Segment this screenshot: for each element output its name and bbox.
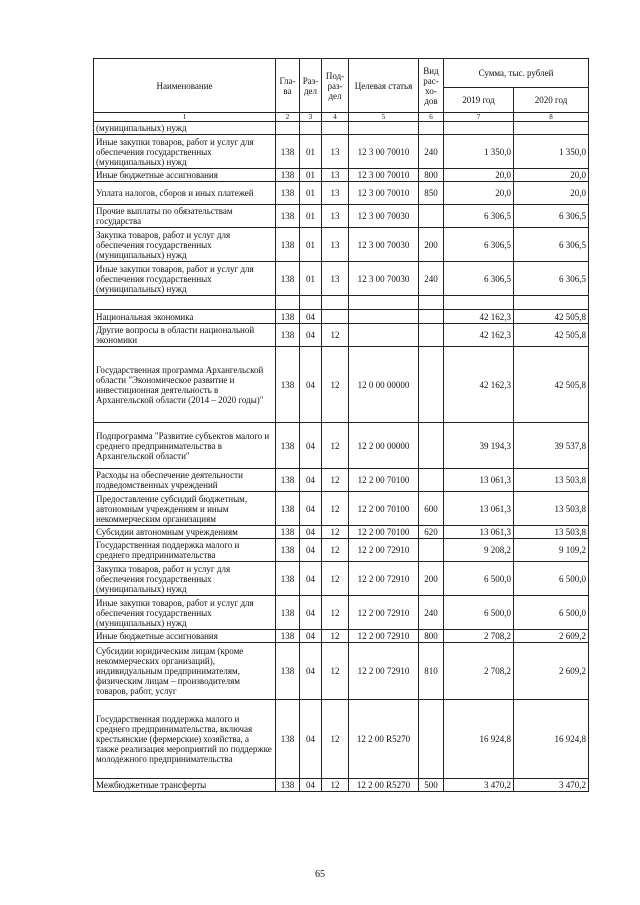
cell-podrazdel: 12 bbox=[322, 324, 349, 347]
table-row bbox=[94, 135, 589, 169]
cell-2019 bbox=[444, 122, 514, 135]
cell-podrazdel: 13 bbox=[322, 205, 349, 228]
cell-glava: 138 bbox=[276, 562, 300, 596]
cell-2020: 3 470,2 bbox=[514, 779, 589, 792]
table-row bbox=[94, 469, 589, 492]
cell-name: Государственная поддержка малого и среднего предпринимательства, включая крестьянские (фермерские) хозяйства, а также реализация мероприятий по поддержке молодежного предпринимательства bbox=[94, 700, 276, 779]
cell-2019: 42 162,3 bbox=[444, 310, 514, 324]
cell-razdel: 04 bbox=[300, 310, 322, 324]
cell-podrazdel: 12 bbox=[322, 643, 349, 700]
cell-target: 12 2 00 70100 bbox=[349, 492, 419, 526]
cell-name: Субсидии юридическим лицам (кроме некоммерческих организаций), индивидуальным предпринимателям, физическим лицам – производителям товаров, работ, услуг bbox=[94, 643, 276, 700]
cell-target: 12 3 00 70010 bbox=[349, 182, 419, 205]
cell-2020: 16 924,8 bbox=[514, 700, 589, 779]
table-row bbox=[94, 423, 589, 469]
cell-2020: 9 109,2 bbox=[514, 539, 589, 562]
cell-2019: 20,0 bbox=[444, 182, 514, 205]
cell-vid bbox=[419, 347, 444, 423]
cell-glava: 138 bbox=[276, 596, 300, 630]
cell-razdel: 04 bbox=[300, 700, 322, 779]
table-row bbox=[94, 596, 589, 630]
table-row bbox=[94, 779, 589, 792]
header-vid: Вид рас-хо-дов bbox=[419, 59, 444, 113]
table-row bbox=[94, 700, 589, 779]
cell-2019: 39 194,3 bbox=[444, 423, 514, 469]
cell-podrazdel: 12 bbox=[322, 347, 349, 423]
cell-razdel: 04 bbox=[300, 539, 322, 562]
cell-2020: 42 505,8 bbox=[514, 324, 589, 347]
cell-razdel: 01 bbox=[300, 135, 322, 169]
cell-glava: 138 bbox=[276, 779, 300, 792]
page-number: 65 bbox=[315, 869, 325, 880]
cell-target: 12 3 00 70030 bbox=[349, 228, 419, 262]
cell-podrazdel: 12 bbox=[322, 492, 349, 526]
cell-2020: 6 306,5 bbox=[514, 228, 589, 262]
colnum: 8 bbox=[514, 113, 589, 122]
table-row bbox=[94, 262, 589, 296]
cell-razdel bbox=[300, 296, 322, 310]
cell-target: 12 2 00 72910 bbox=[349, 562, 419, 596]
cell-vid bbox=[419, 324, 444, 347]
cell-name: Национальная экономика bbox=[94, 310, 276, 324]
table-row bbox=[94, 310, 589, 324]
cell-name: Государственная поддержка малого и среднего предпринимательства bbox=[94, 539, 276, 562]
cell-glava: 138 bbox=[276, 310, 300, 324]
cell-2019: 13 061,3 bbox=[444, 469, 514, 492]
cell-glava bbox=[276, 122, 300, 135]
cell-razdel: 01 bbox=[300, 182, 322, 205]
table-row bbox=[94, 562, 589, 596]
cell-2020: 6 306,5 bbox=[514, 262, 589, 296]
cell-2019: 6 500,0 bbox=[444, 562, 514, 596]
cell-glava bbox=[276, 296, 300, 310]
cell-razdel: 04 bbox=[300, 347, 322, 423]
cell-name bbox=[94, 296, 276, 310]
cell-razdel: 04 bbox=[300, 324, 322, 347]
cell-glava: 138 bbox=[276, 539, 300, 562]
cell-vid bbox=[419, 296, 444, 310]
cell-target: 12 2 00 72910 bbox=[349, 596, 419, 630]
cell-razdel: 04 bbox=[300, 526, 322, 539]
cell-2019: 20,0 bbox=[444, 169, 514, 182]
cell-2020: 6 306,5 bbox=[514, 205, 589, 228]
cell-podrazdel: 13 bbox=[322, 182, 349, 205]
cell-vid bbox=[419, 539, 444, 562]
cell-2019: 3 470,2 bbox=[444, 779, 514, 792]
table-row bbox=[94, 296, 589, 310]
cell-vid: 200 bbox=[419, 228, 444, 262]
cell-name: Государственная программа Архангельской области "Экономическое развитие и инвестиционная деятельность в Архангельской области (2014 – 2020 годы)" bbox=[94, 347, 276, 423]
cell-glava: 138 bbox=[276, 492, 300, 526]
cell-vid: 800 bbox=[419, 630, 444, 643]
colnum: 2 bbox=[276, 113, 300, 122]
colnum: 4 bbox=[322, 113, 349, 122]
cell-vid: 200 bbox=[419, 562, 444, 596]
cell-podrazdel: 12 bbox=[322, 700, 349, 779]
cell-2019: 6 500,0 bbox=[444, 596, 514, 630]
header-sum: Сумма, тыс. рублей bbox=[444, 59, 589, 88]
cell-2020: 20,0 bbox=[514, 182, 589, 205]
cell-razdel: 01 bbox=[300, 228, 322, 262]
cell-target: 12 2 00 00000 bbox=[349, 423, 419, 469]
cell-podrazdel: 13 bbox=[322, 228, 349, 262]
cell-glava: 138 bbox=[276, 469, 300, 492]
header-razdel: Раз-дел bbox=[300, 59, 322, 113]
cell-podrazdel: 12 bbox=[322, 539, 349, 562]
cell-2019: 13 061,3 bbox=[444, 526, 514, 539]
cell-2020: 13 503,8 bbox=[514, 492, 589, 526]
cell-target: 12 3 00 70010 bbox=[349, 135, 419, 169]
cell-razdel: 04 bbox=[300, 469, 322, 492]
cell-target: 12 2 00 70100 bbox=[349, 469, 419, 492]
cell-2020: 6 500,0 bbox=[514, 596, 589, 630]
cell-name: Расходы на обеспечение деятельности подведомственных учреждений bbox=[94, 469, 276, 492]
cell-target: 12 2 00 R5270 bbox=[349, 700, 419, 779]
cell-2019: 6 306,5 bbox=[444, 205, 514, 228]
table-row bbox=[94, 539, 589, 562]
cell-name: Предоставление субсидий бюджетным, автономным учреждениям и иным некоммерческим организациям bbox=[94, 492, 276, 526]
colnum: 5 bbox=[349, 113, 419, 122]
cell-glava: 138 bbox=[276, 182, 300, 205]
cell-podrazdel: 12 bbox=[322, 562, 349, 596]
cell-vid: 240 bbox=[419, 596, 444, 630]
cell-razdel: 04 bbox=[300, 596, 322, 630]
cell-razdel: 01 bbox=[300, 262, 322, 296]
cell-vid bbox=[419, 469, 444, 492]
cell-glava: 138 bbox=[276, 262, 300, 296]
cell-2020: 1 350,0 bbox=[514, 135, 589, 169]
cell-vid: 240 bbox=[419, 262, 444, 296]
cell-target: 12 3 00 70010 bbox=[349, 169, 419, 182]
cell-razdel: 04 bbox=[300, 423, 322, 469]
cell-vid bbox=[419, 205, 444, 228]
cell-vid: 810 bbox=[419, 643, 444, 700]
cell-2019: 42 162,3 bbox=[444, 347, 514, 423]
cell-glava: 138 bbox=[276, 526, 300, 539]
cell-glava: 138 bbox=[276, 205, 300, 228]
cell-vid: 240 bbox=[419, 135, 444, 169]
cell-2020: 39 537,8 bbox=[514, 423, 589, 469]
table-row bbox=[94, 228, 589, 262]
cell-glava: 138 bbox=[276, 630, 300, 643]
cell-razdel: 01 bbox=[300, 205, 322, 228]
cell-name: Иные закупки товаров, работ и услуг для обеспечения государственных (муниципальных) нужд bbox=[94, 596, 276, 630]
cell-2020: 42 505,8 bbox=[514, 347, 589, 423]
cell-vid bbox=[419, 122, 444, 135]
cell-2020 bbox=[514, 122, 589, 135]
colnum: 1 bbox=[94, 113, 276, 122]
cell-glava: 138 bbox=[276, 643, 300, 700]
cell-name: Прочие выплаты по обязательствам государства bbox=[94, 205, 276, 228]
cell-2019: 42 162,3 bbox=[444, 324, 514, 347]
table-row bbox=[94, 122, 589, 135]
cell-vid: 620 bbox=[419, 526, 444, 539]
table-body bbox=[94, 122, 589, 792]
cell-name: Межбюджетные трансферты bbox=[94, 779, 276, 792]
table-row bbox=[94, 182, 589, 205]
cell-2019: 16 924,8 bbox=[444, 700, 514, 779]
cell-2019: 9 208,2 bbox=[444, 539, 514, 562]
cell-target bbox=[349, 296, 419, 310]
cell-vid bbox=[419, 700, 444, 779]
cell-name: (муниципальных) нужд bbox=[94, 122, 276, 135]
cell-target: 12 3 00 70030 bbox=[349, 205, 419, 228]
cell-2020 bbox=[514, 296, 589, 310]
cell-razdel: 04 bbox=[300, 779, 322, 792]
cell-glava: 138 bbox=[276, 135, 300, 169]
cell-target: 12 2 00 72910 bbox=[349, 643, 419, 700]
header-2019: 2019 год bbox=[444, 88, 514, 113]
cell-glava: 138 bbox=[276, 700, 300, 779]
cell-2019 bbox=[444, 296, 514, 310]
cell-podrazdel bbox=[322, 310, 349, 324]
cell-2020: 2 609,2 bbox=[514, 643, 589, 700]
table-row bbox=[94, 324, 589, 347]
cell-target: 12 2 00 70100 bbox=[349, 526, 419, 539]
cell-target bbox=[349, 122, 419, 135]
cell-podrazdel bbox=[322, 122, 349, 135]
cell-razdel: 04 bbox=[300, 562, 322, 596]
header-glava: Гла-ва bbox=[276, 59, 300, 113]
cell-podrazdel: 12 bbox=[322, 423, 349, 469]
table-row bbox=[94, 643, 589, 700]
cell-target bbox=[349, 310, 419, 324]
cell-glava: 138 bbox=[276, 169, 300, 182]
cell-podrazdel: 13 bbox=[322, 262, 349, 296]
cell-target: 12 0 00 00000 bbox=[349, 347, 419, 423]
colnum: 6 bbox=[419, 113, 444, 122]
cell-glava: 138 bbox=[276, 324, 300, 347]
budget-table bbox=[93, 58, 589, 792]
cell-name: Уплата налогов, сборов и иных платежей bbox=[94, 182, 276, 205]
cell-razdel: 04 bbox=[300, 630, 322, 643]
cell-2019: 2 708,2 bbox=[444, 630, 514, 643]
cell-2020: 13 503,8 bbox=[514, 469, 589, 492]
cell-target bbox=[349, 324, 419, 347]
cell-razdel bbox=[300, 122, 322, 135]
header-2020: 2020 год bbox=[514, 88, 589, 113]
header-podrazdel: Под-раз-дел bbox=[322, 59, 349, 113]
cell-podrazdel: 13 bbox=[322, 135, 349, 169]
cell-razdel: 01 bbox=[300, 169, 322, 182]
cell-name: Иные бюджетные ассигнования bbox=[94, 630, 276, 643]
column-number-row bbox=[94, 113, 589, 122]
cell-name: Подпрограмма "Развитие субъектов малого и среднего предпринимательства в Архангельской области" bbox=[94, 423, 276, 469]
cell-vid: 850 bbox=[419, 182, 444, 205]
colnum: 7 bbox=[444, 113, 514, 122]
cell-2019: 6 306,5 bbox=[444, 262, 514, 296]
cell-glava: 138 bbox=[276, 423, 300, 469]
cell-vid: 800 bbox=[419, 169, 444, 182]
cell-vid: 600 bbox=[419, 492, 444, 526]
cell-podrazdel bbox=[322, 296, 349, 310]
cell-2020: 20,0 bbox=[514, 169, 589, 182]
table-row bbox=[94, 492, 589, 526]
cell-2019: 2 708,2 bbox=[444, 643, 514, 700]
cell-name: Иные закупки товаров, работ и услуг для обеспечения государственных (муниципальных) нужд bbox=[94, 135, 276, 169]
cell-razdel: 04 bbox=[300, 643, 322, 700]
table-row bbox=[94, 347, 589, 423]
cell-name: Субсидии автономным учреждениям bbox=[94, 526, 276, 539]
cell-vid: 500 bbox=[419, 779, 444, 792]
cell-podrazdel: 12 bbox=[322, 779, 349, 792]
table-row bbox=[94, 630, 589, 643]
cell-podrazdel: 12 bbox=[322, 469, 349, 492]
cell-2020: 42 505,8 bbox=[514, 310, 589, 324]
cell-2019: 13 061,3 bbox=[444, 492, 514, 526]
table-row bbox=[94, 169, 589, 182]
cell-vid bbox=[419, 310, 444, 324]
cell-razdel: 04 bbox=[300, 492, 322, 526]
header-name: Наименование bbox=[94, 59, 276, 113]
cell-2019: 1 350,0 bbox=[444, 135, 514, 169]
cell-name: Закупка товаров, работ и услуг для обеспечения государственных (муниципальных) нужд bbox=[94, 562, 276, 596]
cell-name: Другие вопросы в области национальной экономики bbox=[94, 324, 276, 347]
cell-podrazdel: 13 bbox=[322, 169, 349, 182]
cell-2020: 6 500,0 bbox=[514, 562, 589, 596]
cell-target: 12 2 00 72910 bbox=[349, 630, 419, 643]
cell-podrazdel: 12 bbox=[322, 630, 349, 643]
cell-2019: 6 306,5 bbox=[444, 228, 514, 262]
cell-target: 12 3 00 70030 bbox=[349, 262, 419, 296]
cell-podrazdel: 12 bbox=[322, 526, 349, 539]
cell-2020: 2 609,2 bbox=[514, 630, 589, 643]
cell-target: 12 2 00 R5270 bbox=[349, 779, 419, 792]
cell-podrazdel: 12 bbox=[322, 596, 349, 630]
cell-glava: 138 bbox=[276, 228, 300, 262]
cell-2020: 13 503,8 bbox=[514, 526, 589, 539]
cell-name: Закупка товаров, работ и услуг для обеспечения государственных (муниципальных) нужд bbox=[94, 228, 276, 262]
cell-name: Иные закупки товаров, работ и услуг для обеспечения государственных (муниципальных) нужд bbox=[94, 262, 276, 296]
cell-name: Иные бюджетные ассигнования bbox=[94, 169, 276, 182]
table-row bbox=[94, 205, 589, 228]
cell-glava: 138 bbox=[276, 347, 300, 423]
cell-vid bbox=[419, 423, 444, 469]
cell-target: 12 2 00 72910 bbox=[349, 539, 419, 562]
table-row bbox=[94, 526, 589, 539]
colnum: 3 bbox=[300, 113, 322, 122]
header-target: Целевая статья bbox=[349, 59, 419, 113]
